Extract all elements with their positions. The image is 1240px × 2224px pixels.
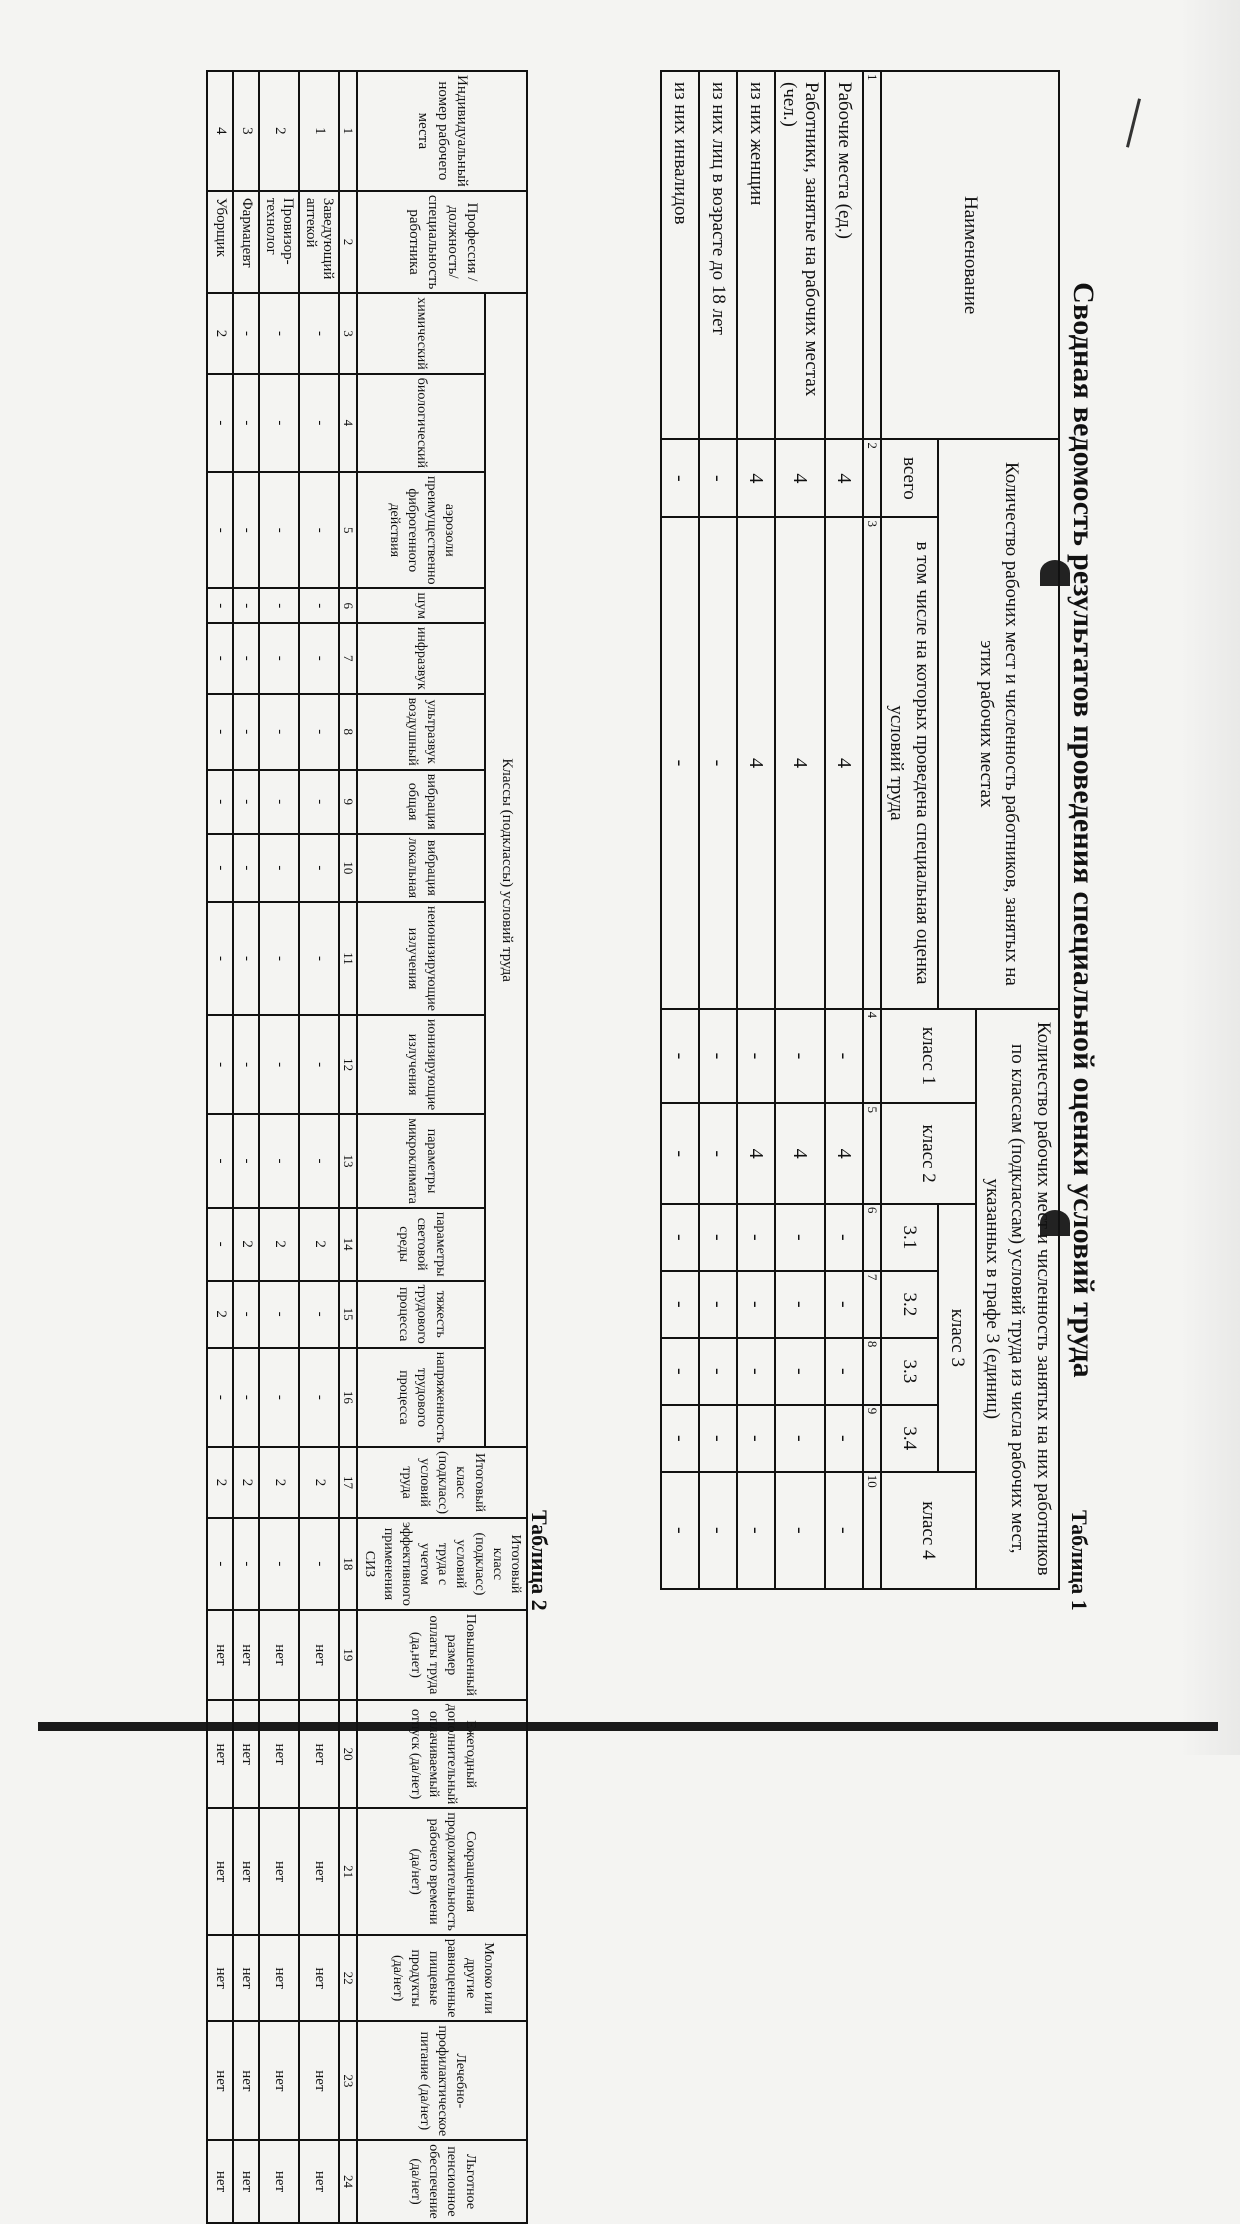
- t2-cell: -: [207, 1348, 233, 1447]
- t2-cell: 2: [259, 1208, 299, 1281]
- t2-header-factor: параметры микроклимата: [357, 1114, 485, 1208]
- t2-header-factor: ультразвук воздушный: [357, 694, 485, 770]
- t2-cell: -: [207, 1208, 233, 1281]
- t1-row-name: Работники, занятые на рабочих местах (чел.): [775, 71, 825, 439]
- t1-cell: -: [737, 1338, 775, 1405]
- t1-row: [699, 71, 737, 1589]
- t1-column-numbers: [863, 71, 881, 1589]
- t1-colnum: 4: [863, 1009, 881, 1104]
- t2-colnum: 17: [339, 1447, 357, 1518]
- t2-cell: нет: [259, 1808, 299, 1934]
- table1-label: Таблица 1: [1067, 1510, 1092, 1611]
- t2-header-factor: неионизирующие излучения: [357, 902, 485, 1015]
- t2-cell: -: [233, 623, 259, 694]
- t2-row: [233, 71, 259, 2223]
- t2-row-id: 1: [299, 71, 339, 191]
- t2-row-profession: Провизор-технолог: [259, 191, 299, 293]
- t1-cell: 4: [737, 517, 775, 1008]
- t2-cell: -: [299, 472, 339, 588]
- t2-cell: нет: [233, 1700, 259, 1809]
- t2-colnum: 3: [339, 293, 357, 373]
- t1-colnum: 8: [863, 1338, 881, 1405]
- t2-cell: -: [259, 1348, 299, 1447]
- t2-colnum: 6: [339, 588, 357, 622]
- t1-header-c34: 3.4: [881, 1405, 938, 1472]
- t1-cell: -: [825, 1472, 863, 1589]
- t1-header-total: всего: [881, 439, 938, 517]
- t2-cell: -: [207, 588, 233, 622]
- t2-cell: нет: [233, 1935, 259, 2022]
- table2-label: Таблица 2: [527, 1510, 552, 1611]
- t2-cell: нет: [259, 1700, 299, 1809]
- t1-row: [825, 71, 863, 1589]
- t1-cell: -: [699, 1204, 737, 1271]
- t2-colnum: 13: [339, 1114, 357, 1208]
- t2-header-pay: Повышенный размер оплаты труда (да,нет): [357, 1610, 527, 1700]
- t2-cell: -: [207, 623, 233, 694]
- t2-colnum: 23: [339, 2021, 357, 2140]
- t2-cell: 2: [259, 1447, 299, 1518]
- t1-cell: -: [699, 439, 737, 517]
- t1-cell: -: [699, 1103, 737, 1203]
- t2-cell: -: [233, 293, 259, 373]
- t2-cell: -: [207, 374, 233, 472]
- t2-header-leave: Ежегодный дополнительный оплачиваемый отпуск (да/нет): [357, 1700, 527, 1809]
- t2-cell: нет: [207, 1935, 233, 2022]
- t1-cell: -: [661, 1204, 699, 1271]
- t2-cell: нет: [233, 1610, 259, 1700]
- t2-cell: -: [299, 834, 339, 902]
- t1-cell: -: [825, 1271, 863, 1338]
- t2-cell: -: [207, 694, 233, 770]
- t2-header-factor: вибрация локальная: [357, 834, 485, 902]
- t2-colnum: 4: [339, 374, 357, 472]
- t1-cell: -: [737, 1204, 775, 1271]
- t2-cell: нет: [299, 2140, 339, 2223]
- t2-row-id: 3: [233, 71, 259, 191]
- t1-row: [661, 71, 699, 1589]
- t1-cell: -: [825, 1405, 863, 1472]
- t2-cell: -: [233, 1348, 259, 1447]
- t2-header-factor: ионизирующие излучения: [357, 1015, 485, 1114]
- t2-cell: нет: [259, 1935, 299, 2022]
- t1-cell: 4: [775, 439, 825, 517]
- t2-colnum: 12: [339, 1015, 357, 1114]
- t2-cell: -: [259, 374, 299, 472]
- t2-header-pension: Льготное пенсионное обеспечение (да/нет): [357, 2140, 527, 2223]
- t2-cell: нет: [207, 2140, 233, 2223]
- t1-header-class3: класс 3: [938, 1204, 976, 1472]
- t2-row: [299, 71, 339, 2223]
- t2-cell: -: [233, 902, 259, 1015]
- t1-header-count-group: Количество рабочих мест и численность работников, занятых на этих рабочих местах: [938, 439, 1059, 1008]
- t1-row: [737, 71, 775, 1589]
- t2-cell: -: [233, 1015, 259, 1114]
- t2-colnum: 5: [339, 472, 357, 588]
- t2-cell: -: [233, 1518, 259, 1610]
- rotated-document: [100, 70, 1100, 2219]
- t2-cell: нет: [207, 2021, 233, 2140]
- t2-cell: -: [259, 293, 299, 373]
- t2-cell: нет: [299, 1808, 339, 1934]
- t2-cell: 2: [299, 1208, 339, 1281]
- t1-header-name: Наименование: [881, 71, 1059, 439]
- t2-cell: 2: [299, 1447, 339, 1518]
- t2-cell: -: [259, 834, 299, 902]
- t1-header-class1: класс 1: [881, 1009, 976, 1104]
- t2-cell: -: [259, 1518, 299, 1610]
- t2-row: [207, 71, 233, 2223]
- t1-row-name: из них женщин: [737, 71, 775, 439]
- t2-cell: -: [233, 694, 259, 770]
- t1-header-c31: 3.1: [881, 1204, 938, 1271]
- t1-cell: -: [661, 439, 699, 517]
- t2-header-final-siz: Итоговый класс (подкласс) условий труда с учетом эффективного применения СИЗ: [357, 1518, 527, 1610]
- t2-cell: -: [299, 694, 339, 770]
- document-title: Сводная ведомость результатов проведения специальной оценки условий труда: [1067, 282, 1100, 1378]
- t2-cell: -: [207, 902, 233, 1015]
- t2-colnum: 9: [339, 770, 357, 834]
- t2-cell: -: [299, 1518, 339, 1610]
- t1-cell: -: [775, 1009, 825, 1104]
- t1-cell: -: [775, 1338, 825, 1405]
- t2-cell: нет: [259, 2140, 299, 2223]
- t1-colnum: 2: [863, 439, 881, 517]
- t2-cell: -: [299, 588, 339, 622]
- t1-cell: -: [661, 1405, 699, 1472]
- t2-cell: -: [299, 1348, 339, 1447]
- t1-colnum: 7: [863, 1271, 881, 1338]
- t2-cell: -: [259, 1015, 299, 1114]
- t1-cell: -: [661, 1271, 699, 1338]
- t2-colnum: 8: [339, 694, 357, 770]
- t2-cell: -: [233, 374, 259, 472]
- t1-cell: -: [661, 1338, 699, 1405]
- t2-header-id: Индивидуальный номер рабочего места: [357, 71, 527, 191]
- t2-cell: нет: [259, 1610, 299, 1700]
- t1-cell: -: [661, 1103, 699, 1203]
- t2-header-factor: аэрозоли преимущественно фиброгенного действия: [357, 472, 485, 588]
- t2-row-id: 2: [259, 71, 299, 191]
- t2-colnum: 18: [339, 1518, 357, 1610]
- t1-cell: 4: [775, 1103, 825, 1203]
- t1-cell: -: [825, 1338, 863, 1405]
- t2-colnum: 19: [339, 1610, 357, 1700]
- t2-cell: -: [233, 770, 259, 834]
- t2-cell: нет: [207, 1808, 233, 1934]
- t2-cell: -: [259, 902, 299, 1015]
- t2-header-shorter: Сокращенная продолжительность рабочего времени (да/нет): [357, 1808, 527, 1934]
- t2-cell: -: [207, 834, 233, 902]
- t2-row-profession: Фармацевт: [233, 191, 259, 293]
- t2-cell: -: [233, 1281, 259, 1348]
- t2-row-profession: Заведующий аптекой: [299, 191, 339, 293]
- t1-cell: -: [699, 1405, 737, 1472]
- t1-cell: 4: [825, 1103, 863, 1203]
- t2-cell: нет: [259, 2021, 299, 2140]
- t1-cell: 4: [775, 517, 825, 1008]
- t2-colnum: 11: [339, 902, 357, 1015]
- t2-row: [259, 71, 299, 2223]
- t2-header-factor: биологический: [357, 374, 485, 472]
- t1-cell: -: [699, 517, 737, 1008]
- t2-cell: -: [299, 623, 339, 694]
- t2-cell: -: [259, 472, 299, 588]
- summary-table-1: [660, 70, 1060, 1590]
- t1-cell: -: [661, 1009, 699, 1104]
- t2-header-classes-group: Классы (подклассы) условий труда: [486, 293, 528, 1447]
- t1-row-name: из них лиц в возрасте до 18 лет: [699, 71, 737, 439]
- t1-colnum: 6: [863, 1204, 881, 1271]
- t2-cell: -: [259, 1114, 299, 1208]
- t2-header-factor: химический: [357, 293, 485, 373]
- t2-cell: -: [299, 374, 339, 472]
- t2-row-profession: Уборщик: [207, 191, 233, 293]
- t2-cell: -: [207, 472, 233, 588]
- t2-cell: -: [207, 1518, 233, 1610]
- t2-colnum: 15: [339, 1281, 357, 1348]
- page-edge-shade: [1180, 0, 1240, 1755]
- t2-cell: нет: [207, 1610, 233, 1700]
- t2-cell: нет: [299, 1610, 339, 1700]
- t2-header-factor: тяжесть трудового процесса: [357, 1281, 485, 1348]
- t2-colnum: 20: [339, 1700, 357, 1809]
- t1-header-c32: 3.2: [881, 1271, 938, 1338]
- summary-table-2: [206, 70, 528, 2224]
- t2-header-profession: Профессия / должность/специальность работника: [357, 191, 527, 293]
- t1-cell: -: [661, 517, 699, 1008]
- t2-header-factor: параметры световой среды: [357, 1208, 485, 1281]
- t2-cell: -: [259, 1281, 299, 1348]
- t1-cell: -: [699, 1271, 737, 1338]
- t2-cell: нет: [299, 2021, 339, 2140]
- t2-cell: -: [233, 1114, 259, 1208]
- t1-cell: -: [699, 1009, 737, 1104]
- t1-colnum: 10: [863, 1472, 881, 1589]
- t2-cell: -: [233, 588, 259, 622]
- t2-column-numbers: [339, 71, 357, 2223]
- t1-colnum: 9: [863, 1405, 881, 1472]
- t2-header-milk: Молоко или другие равноценные пищевые продукты (да/нет): [357, 1935, 527, 2022]
- t1-row: [775, 71, 825, 1589]
- t2-cell: -: [299, 902, 339, 1015]
- t1-cell: -: [737, 1009, 775, 1104]
- t2-cell: нет: [233, 1808, 259, 1934]
- t2-cell: 2: [233, 1447, 259, 1518]
- t1-cell: -: [825, 1009, 863, 1104]
- t2-cell: -: [207, 1015, 233, 1114]
- t2-colnum: 14: [339, 1208, 357, 1281]
- t1-cell: -: [737, 1271, 775, 1338]
- t2-cell: 2: [207, 1281, 233, 1348]
- t2-cell: -: [299, 1015, 339, 1114]
- t2-header-factor: вибрация общая: [357, 770, 485, 834]
- t1-cell: -: [699, 1338, 737, 1405]
- t2-cell: -: [299, 770, 339, 834]
- t1-cell: 4: [737, 439, 775, 517]
- t1-header-incl: в том числе на которых проведена специальная оценка условий труда: [881, 517, 938, 1008]
- t1-colnum: 1: [863, 71, 881, 439]
- t1-header-class4: класс 4: [881, 1472, 976, 1589]
- t1-header-class2: класс 2: [881, 1103, 976, 1203]
- t1-colnum: 5: [863, 1103, 881, 1203]
- t2-header-final: Итоговый класс (подкласс) условий труда: [357, 1447, 527, 1518]
- t1-cell: -: [775, 1204, 825, 1271]
- t2-cell: -: [207, 1114, 233, 1208]
- t2-cell: нет: [233, 2140, 259, 2223]
- t2-colnum: 7: [339, 623, 357, 694]
- t2-cell: нет: [233, 2021, 259, 2140]
- t2-colnum: 22: [339, 1935, 357, 2022]
- t1-cell: -: [775, 1472, 825, 1589]
- t2-header-factor: напряженность трудового процесса: [357, 1348, 485, 1447]
- t1-cell: -: [661, 1472, 699, 1589]
- t1-cell: -: [775, 1271, 825, 1338]
- t2-cell: -: [233, 472, 259, 588]
- t2-cell: -: [299, 293, 339, 373]
- t2-cell: -: [259, 694, 299, 770]
- t2-colnum: 24: [339, 2140, 357, 2223]
- t1-cell: 4: [825, 517, 863, 1008]
- t2-colnum: 1: [339, 71, 357, 191]
- t2-header-factor: инфразвук: [357, 623, 485, 694]
- t2-row-id: 4: [207, 71, 233, 191]
- t2-colnum: 21: [339, 1808, 357, 1934]
- t2-cell: 2: [207, 293, 233, 373]
- t1-header-c33: 3.3: [881, 1338, 938, 1405]
- t2-cell: -: [299, 1281, 339, 1348]
- t1-cell: 4: [825, 439, 863, 517]
- t2-cell: -: [299, 1114, 339, 1208]
- pencil-mark: [1126, 98, 1141, 147]
- t2-cell: нет: [299, 1935, 339, 2022]
- t2-cell: -: [259, 770, 299, 834]
- t2-cell: -: [207, 770, 233, 834]
- t2-cell: -: [259, 623, 299, 694]
- t2-colnum: 16: [339, 1348, 357, 1447]
- t2-cell: 2: [233, 1208, 259, 1281]
- t1-cell: -: [699, 1472, 737, 1589]
- t2-colnum: 2: [339, 191, 357, 293]
- t1-header-class-group: Количество рабочих мест и численность занятых на них работников по классам (подклассам) условий труда из числа рабочих мест, указанных в графе 3 (единиц): [976, 1009, 1059, 1589]
- t2-cell: 2: [207, 1447, 233, 1518]
- t1-cell: 4: [737, 1103, 775, 1203]
- t2-colnum: 10: [339, 834, 357, 902]
- t2-header-factor: шум: [357, 588, 485, 622]
- t1-cell: -: [825, 1204, 863, 1271]
- t2-cell: нет: [207, 1700, 233, 1809]
- t2-cell: -: [233, 834, 259, 902]
- t1-cell: -: [737, 1472, 775, 1589]
- t2-header-food: Лечебно-профилактическое питание (да/нет): [357, 2021, 527, 2140]
- t1-row-name: Рабочие места (ед.): [825, 71, 863, 439]
- t1-cell: -: [737, 1405, 775, 1472]
- t2-cell: нет: [299, 1700, 339, 1809]
- t2-cell: -: [259, 588, 299, 622]
- t1-colnum: 3: [863, 517, 881, 1008]
- t1-cell: -: [775, 1405, 825, 1472]
- t1-row-name: из них инвалидов: [661, 71, 699, 439]
